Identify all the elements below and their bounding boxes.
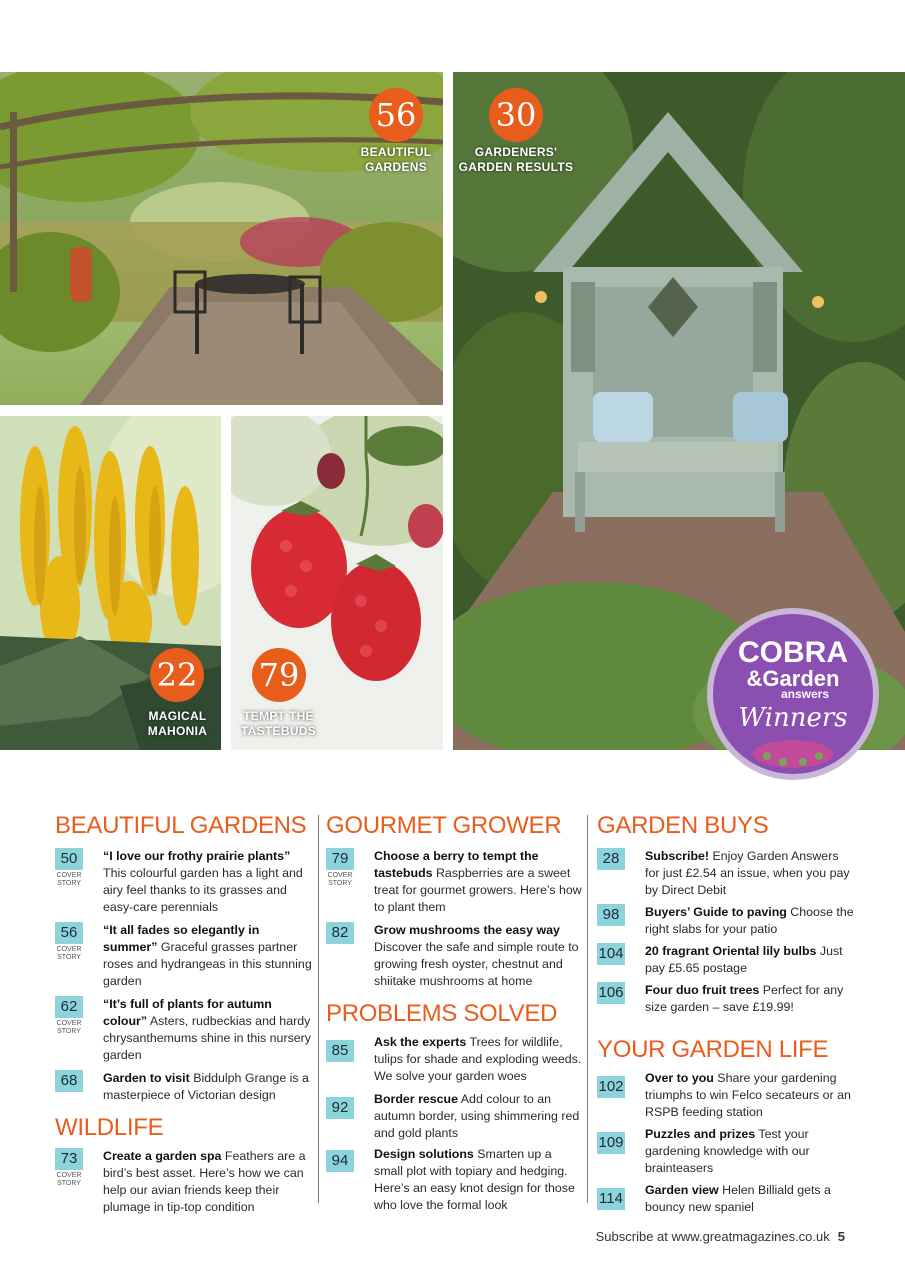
contents-entry[interactable]	[55, 848, 313, 916]
photo-caption	[350, 145, 442, 175]
entry-text	[374, 1034, 582, 1085]
entry-headline: 20 fragrant Oriental lily bulbs	[645, 944, 817, 958]
page-number: 92	[326, 1097, 354, 1119]
caption-line: GARDENERS'	[474, 145, 558, 159]
entry-headline: Garden to visit	[103, 1071, 190, 1085]
page-number: 79	[326, 848, 354, 870]
contents-entry[interactable]	[597, 1182, 855, 1216]
caption-line: TASTEBUDS	[240, 724, 317, 738]
entry-headline: Ask the experts	[374, 1035, 467, 1049]
entry-headline: Create a garden spa	[103, 1149, 222, 1163]
page-number: 50	[55, 848, 83, 870]
page-number: 106	[597, 982, 625, 1004]
page-number: 104	[597, 943, 625, 965]
mahonia-photo	[0, 416, 221, 750]
section-title: GOURMET GROWER	[326, 812, 562, 839]
section-title: BEAUTIFUL GARDENS	[55, 812, 307, 839]
page-number: 62	[55, 996, 83, 1018]
contents-entry[interactable]	[55, 1070, 313, 1104]
contents-column-1	[55, 812, 313, 1216]
page-badge: 56	[369, 88, 423, 142]
entry-headline: Over to you	[645, 1071, 714, 1085]
entry-description: Helen Billiald gets a bouncy new spaniel	[645, 1183, 831, 1214]
contents-entry[interactable]	[55, 996, 313, 1064]
caption-line: GARDENS	[364, 160, 428, 174]
entry-text	[645, 1070, 855, 1121]
entry-text	[103, 1148, 313, 1216]
entry-headline: Buyers’ Guide to paving	[645, 905, 787, 919]
photo-caption	[130, 709, 221, 739]
contents-entry[interactable]	[55, 1148, 313, 1216]
cover-story-tag: COVER STORY	[327, 872, 353, 887]
entry-text	[103, 922, 313, 990]
contents-entry[interactable]	[597, 904, 855, 938]
entry-description: This colourful garden has a light and airy feel thanks to its grasses and easy-care perennials	[103, 866, 303, 914]
section-title: WILDLIFE	[55, 1114, 164, 1141]
entry-headline: Garden view	[645, 1183, 719, 1197]
entry-headline: Design solutions	[374, 1147, 474, 1161]
contents-column-3	[597, 812, 855, 1216]
entry-description: Smarten up a small plot with topiary and hedging. Here’s an easy knot design for those who love the formal look	[374, 1147, 575, 1212]
column-divider	[587, 815, 588, 1203]
entry-text	[374, 848, 582, 916]
entry-headline: Border rescue	[374, 1092, 459, 1106]
entry-text	[103, 996, 313, 1064]
entry-headline: Subscribe!	[645, 849, 710, 863]
entry-description: Share your gardening triumphs to win Felco secateurs or an RSPB feeding station	[645, 1071, 851, 1119]
seal-text: COBRA	[738, 636, 848, 669]
contents-entry[interactable]	[597, 982, 855, 1016]
contents-entry[interactable]	[597, 848, 855, 899]
entry-text	[645, 848, 855, 899]
page-number: 82	[326, 922, 354, 944]
contents-entry[interactable]	[597, 1070, 855, 1121]
subscribe-link[interactable]: Subscribe at www.greatmagazines.co.uk	[595, 1229, 830, 1244]
section-title: PROBLEMS SOLVED	[326, 1000, 558, 1027]
cover-story-tag: COVER STORY	[56, 1020, 82, 1035]
cobra-winners-seal	[705, 606, 881, 782]
entry-description: Enjoy Garden Answers for just £2.54 an issue, when you pay by Direct Debit	[645, 849, 850, 897]
entry-description: Add colour to an autumn border, using shimmering red and gold plants	[374, 1092, 580, 1140]
entry-headline: Puzzles and prizes	[645, 1127, 756, 1141]
entry-text	[645, 904, 855, 938]
cover-story-tag: COVER STORY	[56, 872, 82, 887]
caption-line: BEAUTIFUL	[360, 145, 432, 159]
caption-line: MAHONIA	[147, 724, 208, 738]
page-number: 98	[597, 904, 625, 926]
caption-line: GARDEN RESULTS	[458, 160, 574, 174]
contents-entry[interactable]	[55, 922, 313, 990]
cover-story-tag: COVER STORY	[56, 1172, 82, 1187]
entry-headline: “It all fades so elegantly in summer”	[103, 923, 260, 954]
entry-headline: Choose a berry to tempt the tastebuds	[374, 849, 539, 880]
entry-headline: “It’s full of plants for autumn colour”	[103, 997, 272, 1028]
contents-entry[interactable]	[326, 922, 582, 990]
caption-line: TEMPT THE	[243, 709, 314, 723]
entry-text	[374, 1091, 582, 1142]
column-divider	[318, 815, 319, 1203]
entry-description: Raspberries are a sweet treat for gourmet growers. Here’s how to plant them	[374, 866, 582, 914]
entry-headline: Four duo fruit trees	[645, 983, 760, 997]
entry-headline: Grow mushrooms the easy way	[374, 923, 560, 937]
page-footer	[596, 1229, 845, 1244]
page-number: 28	[597, 848, 625, 870]
entry-description: Graceful grasses partner roses and hydrangeas in this stunning garden	[103, 940, 312, 988]
cover-story-tag: COVER STORY	[56, 946, 82, 961]
entry-text	[103, 1070, 313, 1104]
page-number: 85	[326, 1040, 354, 1062]
entry-description: Discover the safe and simple route to growing fresh oyster, chestnut and shiitake mushrooms at home	[374, 940, 579, 988]
entry-description: Trees for wildlife, tulips for shade and exploding weeds. We solve your garden woes	[374, 1035, 582, 1083]
entry-description: Choose the right slabs for your patio	[645, 905, 854, 936]
page-number-footer: 5	[837, 1229, 845, 1244]
entry-text	[103, 848, 313, 916]
entry-text	[374, 922, 582, 990]
entry-text	[645, 1126, 855, 1177]
entry-description: Just pay £5.65 postage	[645, 944, 843, 975]
page-number: 114	[597, 1188, 625, 1210]
page-badge: 22	[150, 648, 204, 702]
entry-description: Biddulph Grange is a masterpiece of Victorian design	[103, 1071, 309, 1102]
entry-text	[645, 943, 855, 977]
seal-text: answers	[780, 687, 830, 701]
contents-entry[interactable]	[326, 1034, 582, 1085]
photo-caption	[231, 709, 326, 739]
entry-text	[645, 982, 855, 1016]
entry-description: Perfect for any size garden – save £19.99!	[645, 983, 844, 1014]
entry-description: Feathers are a bird’s best asset. Here’s how we can help our avian friends keep their plumage in tip-top condition	[103, 1149, 306, 1214]
section-title: GARDEN BUYS	[597, 812, 769, 839]
page-number: 102	[597, 1076, 625, 1098]
page-badge: 79	[252, 648, 306, 702]
raspberry-photo	[231, 416, 443, 750]
entry-text	[374, 1146, 582, 1214]
contents-entry[interactable]	[597, 943, 855, 977]
entry-description: Asters, rudbeckias and hardy chrysanthemums shine in this nursery garden	[103, 1014, 311, 1062]
caption-line: MAGICAL	[148, 709, 207, 723]
entry-description: Test your gardening knowledge with our brainteasers	[645, 1127, 810, 1175]
page-number: 109	[597, 1132, 625, 1154]
contents-entry[interactable]	[326, 848, 582, 916]
photo-caption	[453, 145, 579, 175]
contents-entry[interactable]	[326, 1091, 582, 1142]
contents-entry[interactable]	[326, 1146, 582, 1214]
page-number: 94	[326, 1150, 354, 1172]
page-number: 56	[55, 922, 83, 944]
seal-text: &Garden	[746, 666, 840, 691]
entry-headline: “I love our frothy prairie plants”	[103, 849, 291, 863]
entry-text	[645, 1182, 855, 1216]
seal-text: Winners	[738, 703, 848, 733]
page-number: 73	[55, 1148, 83, 1170]
page-badge: 30	[489, 88, 543, 142]
contents-column-2	[326, 812, 582, 1214]
section-title: YOUR GARDEN LIFE	[597, 1036, 829, 1063]
garden-patio-photo	[0, 72, 443, 405]
contents-entry[interactable]	[597, 1126, 855, 1177]
page-number: 68	[55, 1070, 83, 1092]
